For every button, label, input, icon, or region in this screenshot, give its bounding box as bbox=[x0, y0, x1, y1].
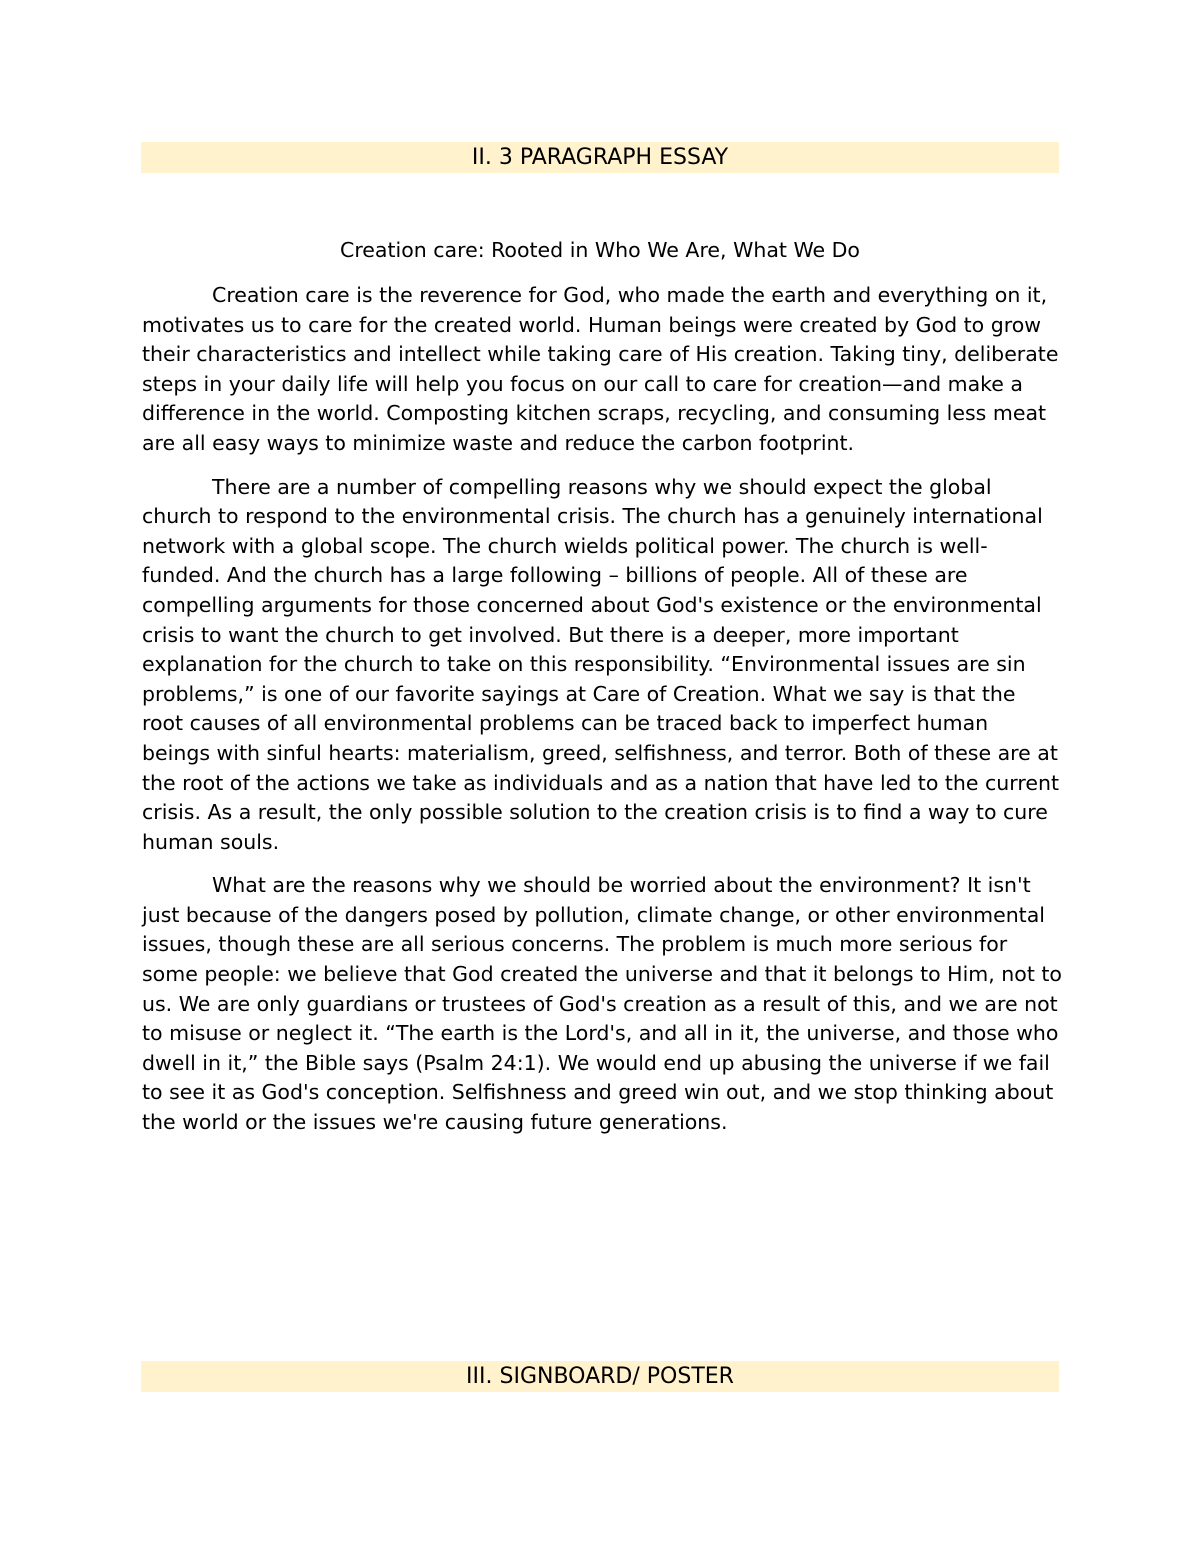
essay-title: Creation care: Rooted in Who We Are, What We Do bbox=[340, 238, 860, 262]
essay-paragraph-3: What are the reasons why we should be worried about the environment? It isn't just because of the dangers posed by pollution, climate change, or other environmental issues, though these are all serious concerns. The problem is much more serious for some people: we believe that God created the universe and that it belongs to Him, not to us. We are only guardians or trustees of God's creation as a result of this, and we are not to misuse or neglect it. “The earth is the Lord's, and all in it, the universe, and those who dwell in it,” the Bible says (Psalm 24:1). We would end up abusing the universe if we fail to see it as God's conception. Selfishness and greed win out, and we stop thinking about the world or the issues we're causing future generations. bbox=[142, 873, 1062, 1135]
section-heading-signboard: III. SIGNBOARD/ POSTER bbox=[141, 1361, 1059, 1392]
essay-paragraph-1: Creation care is the reverence for God, who made the earth and everything on it, motivates us to care for the created world. Human beings were created by God to grow their characteristics and intellect while taking care of His creation. Taking tiny, deliberate steps in your daily life will help you focus on our call to care for creation—and make a difference in the world. Composting kitchen scraps, recycling, and consuming less meat are all easy ways to minimize waste and reduce the carbon footprint. bbox=[142, 283, 1059, 455]
essay-paragraph-2: There are a number of compelling reasons why we should expect the global church to respond to the environmental crisis. The church has a genuinely international network with a global scope. The church wields political power. The church is well-funded. And the church has a large following – billions of people. All of these are compelling arguments for those concerned about God's existence or the environmental crisis to want the church to get involved. But there is a deeper, more important explanation for the church to take on this responsibility. “Environmental issues are sin problems,” is one of our favorite sayings at Care of Creation. What we say is that the root causes of all environmental problems can be traced back to imperfect human beings with sinful hearts: materialism, greed, selfishness, and terror. Both of these are at the root of the actions we take as individuals and as a nation that have led to the current crisis. As a result, the only possible solution to the creation crisis is to find a way to cure human souls. bbox=[142, 474, 1059, 854]
section-heading-essay: II. 3 PARAGRAPH ESSAY bbox=[141, 142, 1059, 173]
essay-body bbox=[142, 281, 1062, 1152]
